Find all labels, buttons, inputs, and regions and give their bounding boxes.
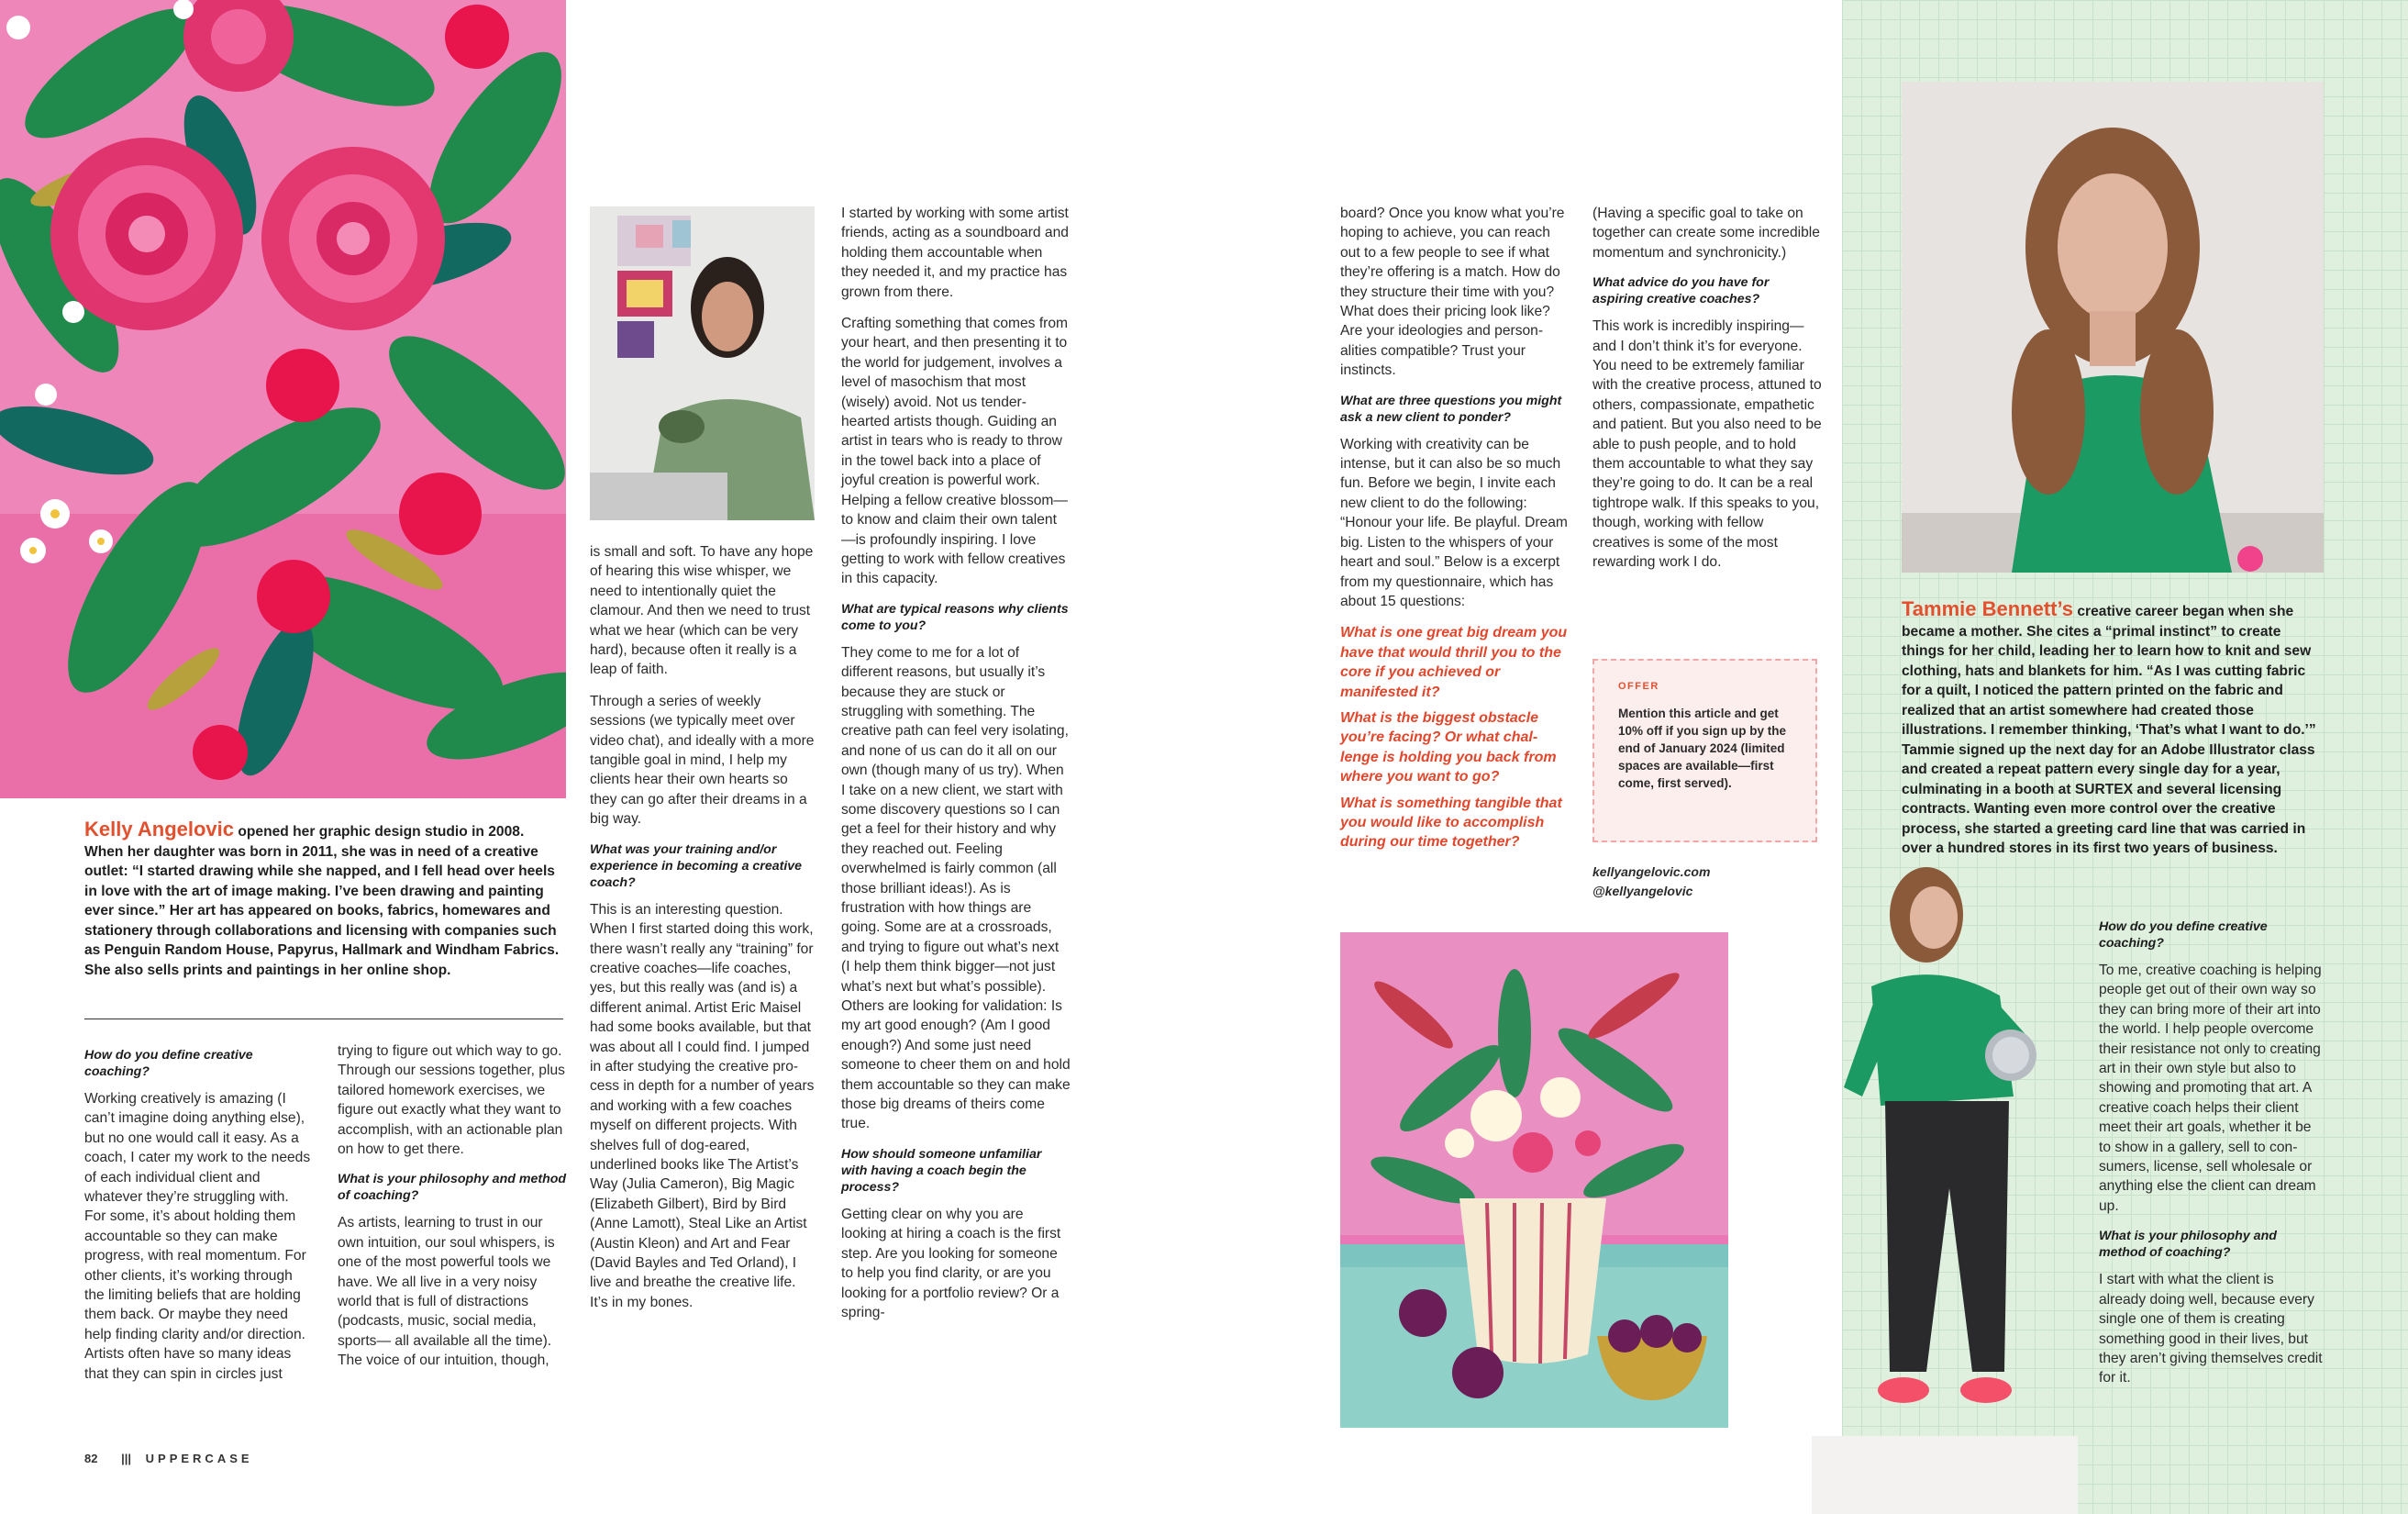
magazine-name: UPPERCASE [145,1452,253,1465]
rose-painting-art [0,0,566,798]
kelly-column-3 [590,542,815,1324]
tammie-bio [1902,599,2324,859]
question-heading: What are typical reasons why clients come to you? [841,601,1069,633]
paragraph: board? Once you know what you’re hoping to achieve, you can reach out to a few people to see if what they’re offering is a match. How do they structure their time with you? What does their pricing look like? Are your ideologies and personalities compatible? Trust your instincts. [1340,206,1565,379]
questionnaire-item: What is the biggest obstacle you’re facing? Or what challenge is holding you back from where you want to go? [1340,709,1557,785]
tammie-standing-photo [1798,858,2101,1514]
question-heading: How should someone unfamiliar with having a coach begin the process? [841,1146,1042,1195]
tammie-column [2099,913,2324,1400]
paragraph: I start with what the client is already doing well, because every single one of them is creating something good in their lives, but they aren’t giving themselves credit for it. [2099,1272,2323,1386]
tammie-bio-name: Tammie Bennett’s [1902,597,2074,620]
question-heading: What is your philosophy and method of coaching? [338,1172,567,1204]
question-heading: How do you define creative coaching? [2099,919,2268,951]
paragraph: Crafting something that comes from your heart, and then presenting it to the world for judgement, involves a level of masochism that most (wisely) avoid. Not us tender-hearted artists though. Guiding an artist in tears who is ready to throw in the towel back into a place of joyful creation is powerful work. Helping a fellow creative blossom—to know and claim their own talent—is profoundly inspiring. I love getting to work with fellow creatives in this capacity. [841,316,1069,587]
question-heading: What advice do you have for aspiring creative coaches? [1592,275,1770,307]
folio-bars: ||| [121,1452,132,1465]
paragraph: This work is incredibly inspiring—and I don’t think it’s for everyone. You need to be extremely familiar with the creative process, attuned to others, compassionate, empathetic and patient. But you also need to be able to push people, and to hold them accountable to what they say they’re going to do. It can be a real tightrope walk. If this speaks to you, though, working with fellow creatives is some of the most rewarding work I do. [1592,318,1822,571]
question-heading: How do you define creative coaching? [84,1048,253,1079]
tammie-portrait-photo [1902,82,2324,573]
kelly-column-4 [841,204,1071,1334]
paragraph: They come to me for a lot of different reasons, but usually it’s because they are stuck or struggling with something. The creative path can feel very isolating, and none of us can do it all on our own (though many of us try). When I take on a new client, we start with some discovery questions so I can get a feel for their history and why they reached out. Feeling overwhelmed is fairly common (all those brilliant ideas!). As is frustration with how things are going. Some are at a crossroads, and trying to figure out what’s next (I help them think bigger—not just what’s next but what’s possible). Others are looking for validation: Is my art good enough? (Am I good enough?) And some just need someone to cheer them on and hold them accountable so they can make those big dreams of theirs come true. [841,644,1071,1132]
kelly-column-2 [338,1041,567,1383]
kelly-column-5 [1340,204,1570,859]
questionnaire-item: What is something tangible that you would like to accomplish during our time together? [1340,795,1562,851]
paragraph: (Having a specific goal to take on together can create some incredible momentum and synchronicity.) [1592,206,1820,261]
website-link[interactable]: kellyangelovic.com [1592,864,1711,879]
kelly-bio-name: Kelly Angelovic [84,818,235,840]
paragraph: trying to figure out which way to go. Through our sessions together, plus tailored homework exercises, we figure out exactly what they want to accomplish, with an actionable plan on how to get there. [338,1043,565,1158]
tammie-bio-text: creative career began when she became a mother. She cites a “primal instinct” to create things for her child, leading her to learn how to knit and sew clothing, hats and blankets for him. “As I was cutting fabric for a quilt, I noticed the pattern printed on the fabric and realized that an artist somewhere had created those illustrations. I remember thinking, ‘That’s what I want to do.’” Tammie signed up the next day for an Adobe Illustrator class and created a repeat pattern every single day for a year, culminating in a booth at SURTEX and several licensing contracts. Wanting even more control over the creative process, she started a greeting card line that was carried in over a hundred stores in its first two years of business. [1902,604,2316,856]
kelly-portrait-photo [590,206,815,520]
kelly-bio [84,819,563,980]
social-handle[interactable]: @kellyangelovic [1592,884,1693,898]
kelly-portrait-art [590,206,815,520]
offer-box [1592,659,1817,842]
question-heading: What was your training and/or experience in becoming a creative coach? [590,841,803,890]
tammie-standing-art [1798,858,2101,1514]
vase-painting-art [1340,932,1728,1428]
question-heading: What is your philosophy and method of coaching? [2099,1229,2277,1261]
question-heading: What are three questions you might ask a new client to ponder? [1340,393,1562,425]
page-number: 82 [84,1452,98,1465]
offer-label: OFFER [1618,681,1659,692]
vase-painting [1340,932,1728,1428]
kelly-column-6 [1592,204,1822,584]
paragraph: is small and soft. To have any hope of hearing this wise whisper, we need to intentionally quiet the clamour. And then we need to trust what we hear (which can be very hard), because often it really is a leap of faith. [590,544,814,678]
kelly-contact [1592,863,1822,901]
paragraph: Working with creativity can be intense, but it can also be so much fun. Before we begin, I invite each new client to do the following: “Honour your life. Be playful. Dream big. Listen to the whispers of your heart and soul.” Below is a excerpt from my questionnaire, which has about 15 questions: [1340,436,1568,609]
paragraph: As artists, learning to trust in our own intuition, our soul whispers, is one of the most powerful tools we have. We all live in a very noisy world that is full of distractions (podcasts, music, social media, sports— all available all the time). The voice of our intuition, though, [338,1215,555,1369]
kelly-column-1 [84,1041,314,1396]
rose-painting [0,0,566,798]
questionnaire-item: What is one great big dream you have that would thrill you to the core if you achieved or manifested it? [1340,625,1568,700]
paragraph: Through a series of weekly sessions (we typically meet over video chat), and ideally with a more tangible goal in mind, I help my clients hear their own hearts so they can go after their dreams in a big way. [590,693,815,828]
paragraph: Getting clear on why you are looking at hiring a coach is the first step. Are you looking for someone to help you find clarity, or are you looking for a portfolio review? Or a spring- [841,1206,1061,1320]
kelly-bio-text: opened her graphic design studio in 2008. When her daughter was born in 2011, she was in need of a creative outlet: “I started drawing while she napped, and I fell head over heels in love with the art of image making. I’ve been drawing and painting ever since.” Her art has appeared on books, fabrics, homewares and stationery through collaborations and licensing with companies such as Penguin Random House, Papyrus, Hallmark and Windham Fabrics. She also sells prints and paintings in her online shop. [84,824,560,978]
folio [84,1452,253,1465]
tammie-portrait-art [1902,82,2324,573]
paragraph: I started by working with some artist friends, acting as a soundboard and holding them accountable when they needed it, and my practice has grown from there. [841,206,1069,300]
offer-text: Mention this article and get 10% off if you sign up by the end of January 2024 (limited spaces are available—first come, first served). [1618,707,1787,790]
paragraph: Working creatively is amazing (I can’t imagine doing anything else), but no one would call it easy. As a coach, I cater my work to the needs of each individual client and whatever they’re struggling with. For some, it’s about holding them accountable so they can make progress, with real momentum. For other clients, it’s working through the limiting beliefs that are holding them back. Or maybe they need help finding clarity and/or direction. Artists often have so many ideas that they can spin in circles just [84,1091,311,1382]
paragraph: To me, creative coaching is helping people get out of their own way so they can bring more of their art into the world. I help people overcome their resistance not only to creating art in their own style but also to showing and promoting that art. A creative coach helps their client meet their art goals, whether it be to show in a gallery, sell to consumers, license, sell wholesale or anything else the client can dream up. [2099,963,2322,1214]
paragraph: This is an interesting question. When I first started doing this work, there wasn’t really any “training” for creative coaches—life coaches, yes, but this really was (and is) a different animal. Artist Eric Maisel had some books available, but that was about all I could find. I jumped in after studying the creative process in depth for a number of years and working with a few coaches myself on different projects. With shelves full of dog-eared, underlined books like The Artist’s Way (Julia Cameron), Big Magic (Elizabeth Gilbert), Bird by Bird (Anne Lamott), Steal Like an Artist (Austin Kleon) and Art and Fear (David Bayles and Ted Orland), I live and breathe the creative life. It’s in my bones. [590,901,815,1310]
